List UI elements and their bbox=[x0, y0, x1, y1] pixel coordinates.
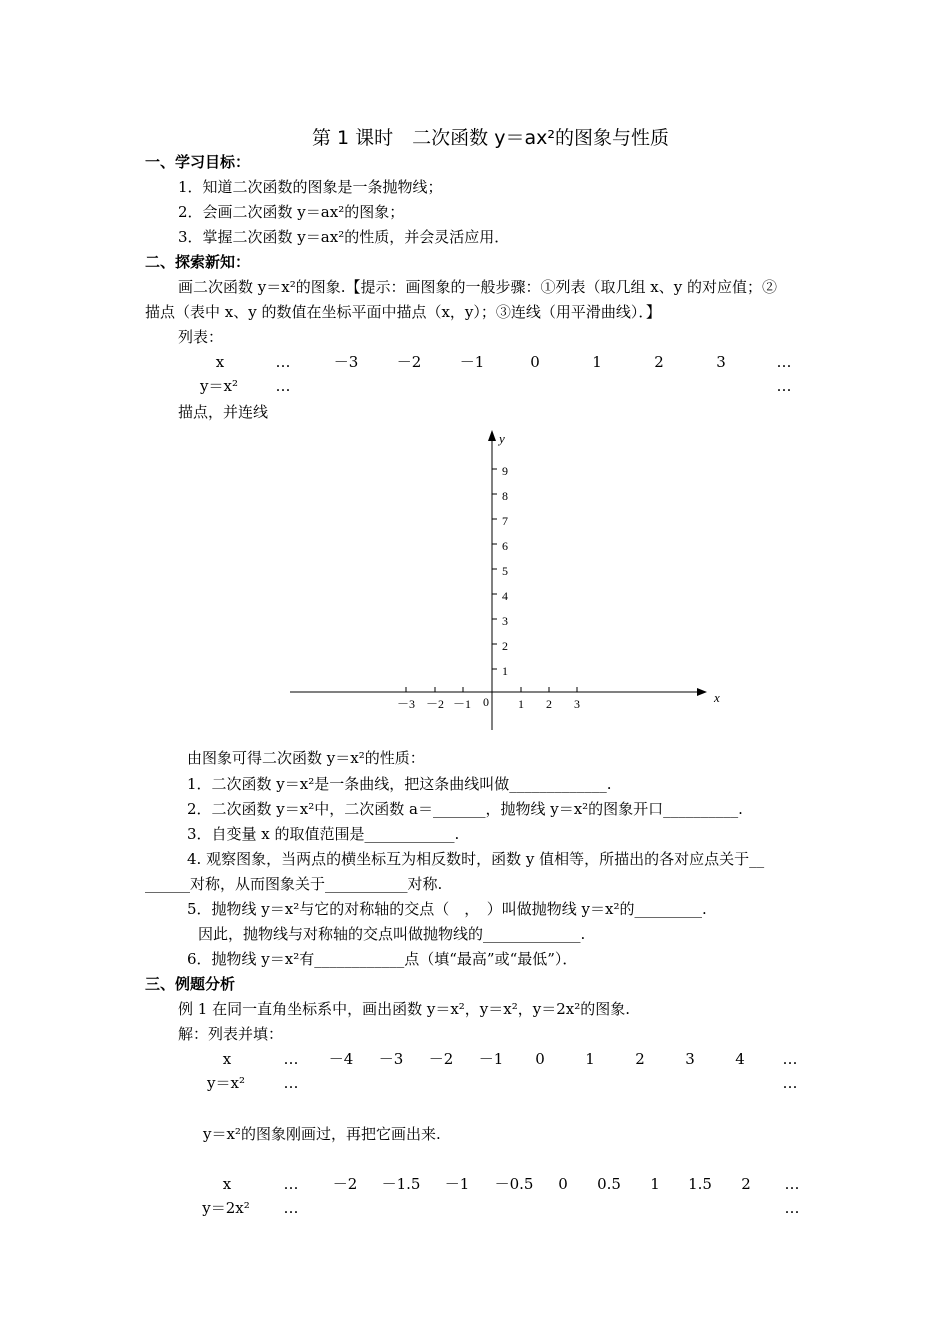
coordinate-plane bbox=[280, 425, 730, 735]
origin-label: 0 bbox=[483, 695, 489, 709]
value-table-row-x bbox=[0, 352, 950, 372]
table-row-label: x bbox=[215, 353, 225, 371]
y-tick-label: 8 bbox=[502, 489, 508, 503]
table-cell: … bbox=[275, 377, 291, 395]
x-tick-label: 1 bbox=[518, 697, 524, 711]
table-cell: －1 bbox=[459, 353, 485, 371]
y-axis-label: y bbox=[499, 431, 505, 446]
y-tick-label: 4 bbox=[502, 589, 508, 603]
table-cell: … bbox=[782, 1050, 798, 1068]
table-cell: … bbox=[283, 1050, 299, 1068]
value-table-row-y bbox=[0, 376, 950, 396]
table-row-label: x bbox=[222, 1050, 232, 1068]
table-cell: … bbox=[275, 353, 291, 371]
plot-label: 描点，并连线 bbox=[178, 403, 269, 421]
property-item: 2．二次函数 y＝x²中，二次函数 a＝_______，抛物线 y＝x²的图象开口__________. bbox=[187, 800, 743, 818]
y-tick-label: 1 bbox=[502, 664, 508, 678]
table-cell: … bbox=[776, 353, 792, 371]
section-heading-goals: 一、学习目标： bbox=[145, 153, 251, 171]
table-cell: －3 bbox=[378, 1050, 404, 1068]
y-tick-label: 5 bbox=[502, 564, 508, 578]
property-item: 5．抛物线 y＝x²与它的对称轴的交点（ ， ）叫做抛物线 y＝x²的_________. bbox=[187, 900, 707, 918]
value-table-row-y bbox=[0, 1073, 950, 1093]
y-axis-arrow bbox=[488, 430, 496, 441]
goal-item: 1．知道二次函数的图象是一条抛物线； bbox=[178, 178, 443, 196]
table-cell: －3 bbox=[333, 353, 359, 371]
property-item: 4. 观察图象，当两点的横坐标互为相反数时，函数 y 值相等，所描出的各对应点关于__ bbox=[187, 850, 765, 868]
x-axis-label: x bbox=[714, 690, 720, 705]
x-tick-label: －1 bbox=[452, 697, 472, 711]
table-cell: －2 bbox=[332, 1175, 358, 1193]
table-row-label: y＝x² bbox=[207, 1074, 245, 1092]
table-cell: 1 bbox=[592, 353, 602, 371]
table-cell: 0.5 bbox=[597, 1175, 621, 1193]
note-text: y＝x²的图象刚画过，再把它画出来. bbox=[203, 1125, 441, 1143]
table-cell: 2 bbox=[635, 1050, 645, 1068]
example-text: 例 1 在同一直角坐标系中，画出函数 y＝x²，y＝x²，y＝2x²的图象. bbox=[178, 1000, 631, 1018]
section-heading-explore: 二、探索新知： bbox=[145, 253, 251, 271]
y-tick-label: 3 bbox=[502, 614, 508, 628]
table-cell: 2 bbox=[741, 1175, 751, 1193]
goal-item: 2．会画二次函数 y＝ax²的图象； bbox=[178, 203, 405, 221]
y-tick-label: 7 bbox=[502, 514, 508, 528]
table-cell: 4 bbox=[735, 1050, 745, 1068]
y-tick-label: 9 bbox=[502, 464, 508, 478]
x-tick-label: －3 bbox=[396, 697, 416, 711]
table-cell: －2 bbox=[428, 1050, 454, 1068]
list-label: 列表： bbox=[178, 328, 224, 346]
page-title: 第 1 课时 二次函数 y＝ax²的图象与性质 bbox=[312, 127, 669, 149]
table-row-label: y＝2x² bbox=[202, 1199, 250, 1217]
table-cell: －1 bbox=[478, 1050, 504, 1068]
table-cell: －1.5 bbox=[381, 1175, 421, 1193]
properties-intro: 由图象可得二次函数 y＝x²的性质： bbox=[187, 749, 425, 767]
table-cell: －0.5 bbox=[494, 1175, 534, 1193]
property-item: 1．二次函数 y＝x²是一条曲线，把这条曲线叫做_____________. bbox=[187, 775, 612, 793]
table-cell: 2 bbox=[654, 353, 664, 371]
table-cell: 0 bbox=[530, 353, 540, 371]
table-cell: 0 bbox=[558, 1175, 568, 1193]
y-tick-label: 6 bbox=[502, 539, 508, 553]
table-cell: －2 bbox=[396, 353, 422, 371]
x-tick-label: 3 bbox=[574, 697, 580, 711]
table-cell: … bbox=[784, 1199, 800, 1217]
table-cell: 1 bbox=[650, 1175, 660, 1193]
x-tick-label: －2 bbox=[425, 697, 445, 711]
intro-text: 画二次函数 y＝x²的图象.【提示：画图象的一般步骤：①列表（取几组 x、y 的对应值；② bbox=[178, 278, 777, 296]
section-heading-examples: 三、例题分析 bbox=[145, 975, 236, 993]
table-cell: … bbox=[283, 1175, 299, 1193]
table-row-label: x bbox=[222, 1175, 232, 1193]
value-table-row-x bbox=[0, 1049, 950, 1069]
table-cell: 1 bbox=[585, 1050, 595, 1068]
x-axis-arrow bbox=[697, 688, 707, 696]
intro-text: 描点（表中 x、y 的数值在坐标平面中描点（x，y）；③连线（用平滑曲线）．】 bbox=[145, 303, 661, 321]
value-table-row-y bbox=[0, 1198, 950, 1218]
table-cell: 3 bbox=[685, 1050, 695, 1068]
solution-text: 解：列表并填： bbox=[178, 1025, 284, 1043]
property-item: 因此，抛物线与对称轴的交点叫做抛物线的_____________. bbox=[198, 925, 586, 943]
table-cell: … bbox=[283, 1199, 299, 1217]
table-cell: … bbox=[782, 1074, 798, 1092]
table-cell: … bbox=[776, 377, 792, 395]
goal-item: 3．掌握二次函数 y＝ax²的性质，并会灵活应用． bbox=[178, 228, 510, 246]
table-cell: 3 bbox=[716, 353, 726, 371]
x-tick-label: 2 bbox=[546, 697, 552, 711]
table-cell: … bbox=[283, 1074, 299, 1092]
table-cell: －1 bbox=[444, 1175, 470, 1193]
property-item: ______对称，从而图象关于___________对称. bbox=[145, 875, 443, 893]
property-item: 6．抛物线 y＝x²有____________点（填“最高”或“最低”）． bbox=[187, 950, 578, 968]
table-cell: 1.5 bbox=[688, 1175, 712, 1193]
table-row-label: y＝x² bbox=[200, 377, 238, 395]
table-cell: 0 bbox=[535, 1050, 545, 1068]
table-cell: … bbox=[784, 1175, 800, 1193]
property-item: 3．自变量 x 的取值范围是____________. bbox=[187, 825, 460, 843]
table-cell: －4 bbox=[328, 1050, 354, 1068]
value-table-row-x bbox=[0, 1174, 950, 1194]
y-tick-label: 2 bbox=[502, 639, 508, 653]
